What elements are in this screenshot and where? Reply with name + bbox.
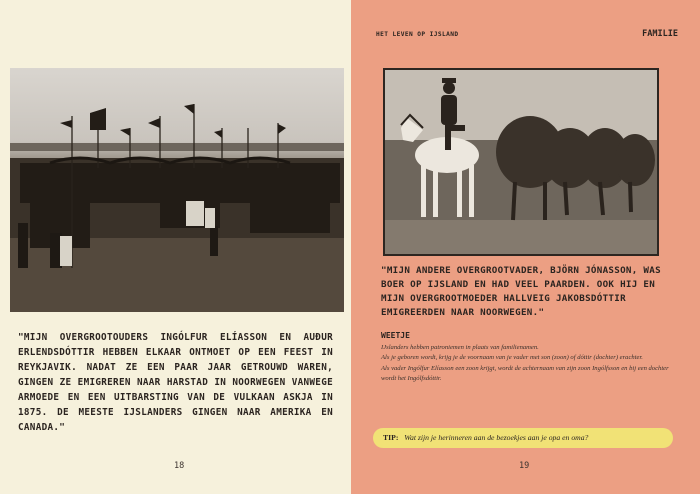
weetje-line: Als je geboren wordt, krijg je de voornaam van je vader met son (zoon) of dóttir (dochter) erachter. — [381, 354, 643, 362]
weetje-line: IJslanders hebben patroniemen in plaats van familienamen. — [381, 344, 539, 351]
tip-bar — [373, 428, 673, 448]
weetje-line: Als vader Ingólfur Elíasson een zoon krijgt, wordt de achternaam van zijn zoon Ingólfsson en bij een dochter wordt het Ingólfsdóttir. — [381, 364, 669, 382]
page-number-right: 19 — [519, 461, 530, 471]
section-label: FAMILIE — [642, 29, 678, 39]
right-page — [351, 0, 700, 494]
horse-photo — [383, 68, 659, 256]
tip-label: TIP: — [383, 433, 399, 442]
page-number-left: 18 — [174, 461, 185, 471]
tip-text: Wat zijn je herinneren aan de bezoekjes aan je opa en oma? — [404, 433, 589, 442]
festival-photo-illustration — [10, 68, 344, 312]
horse-photo-illustration — [385, 70, 657, 254]
festival-photo — [10, 68, 344, 312]
running-header: HET LEVEN OP IJSLAND — [376, 31, 459, 38]
left-quote: "MIJN OVERGROOTOUDERS INGÓLFUR ELÍASSON EN AUÐUR ERLENDSDÓTTIR HEBBEN ELKAAR ONTMOET OP EEN FEEST IN REYKJAVIK. NADAT ZE EEN PAAR JAAR GETROUWD WAREN, GINGEN ZE EMIGREREN NAAR HARSTAD IN NOORWEGEN VANWEGE ARMOEDE EN EEN UITBARSTING VAN DE VULKAAN ASKJA IN 1875. DE MEESTE IJSLANDERS GINGEN NAAR AMERIKA EN CANADA." — [18, 332, 333, 433]
weetje-title: WEETJE — [381, 331, 410, 340]
weetje-body — [381, 343, 681, 384]
right-quote: "MIJN ANDERE OVERGROOTVADER, BJÖRN JÓNASSON, WAS BOER OP IJSLAND EN HAD VEEL PAARDEN. OOK HIJ EN MIJN OVERGROOTMOEDER HALLVEIG JAKOBSDÓTTIR EMIGREERDEN NAAR NOORWEGEN." — [381, 265, 661, 318]
